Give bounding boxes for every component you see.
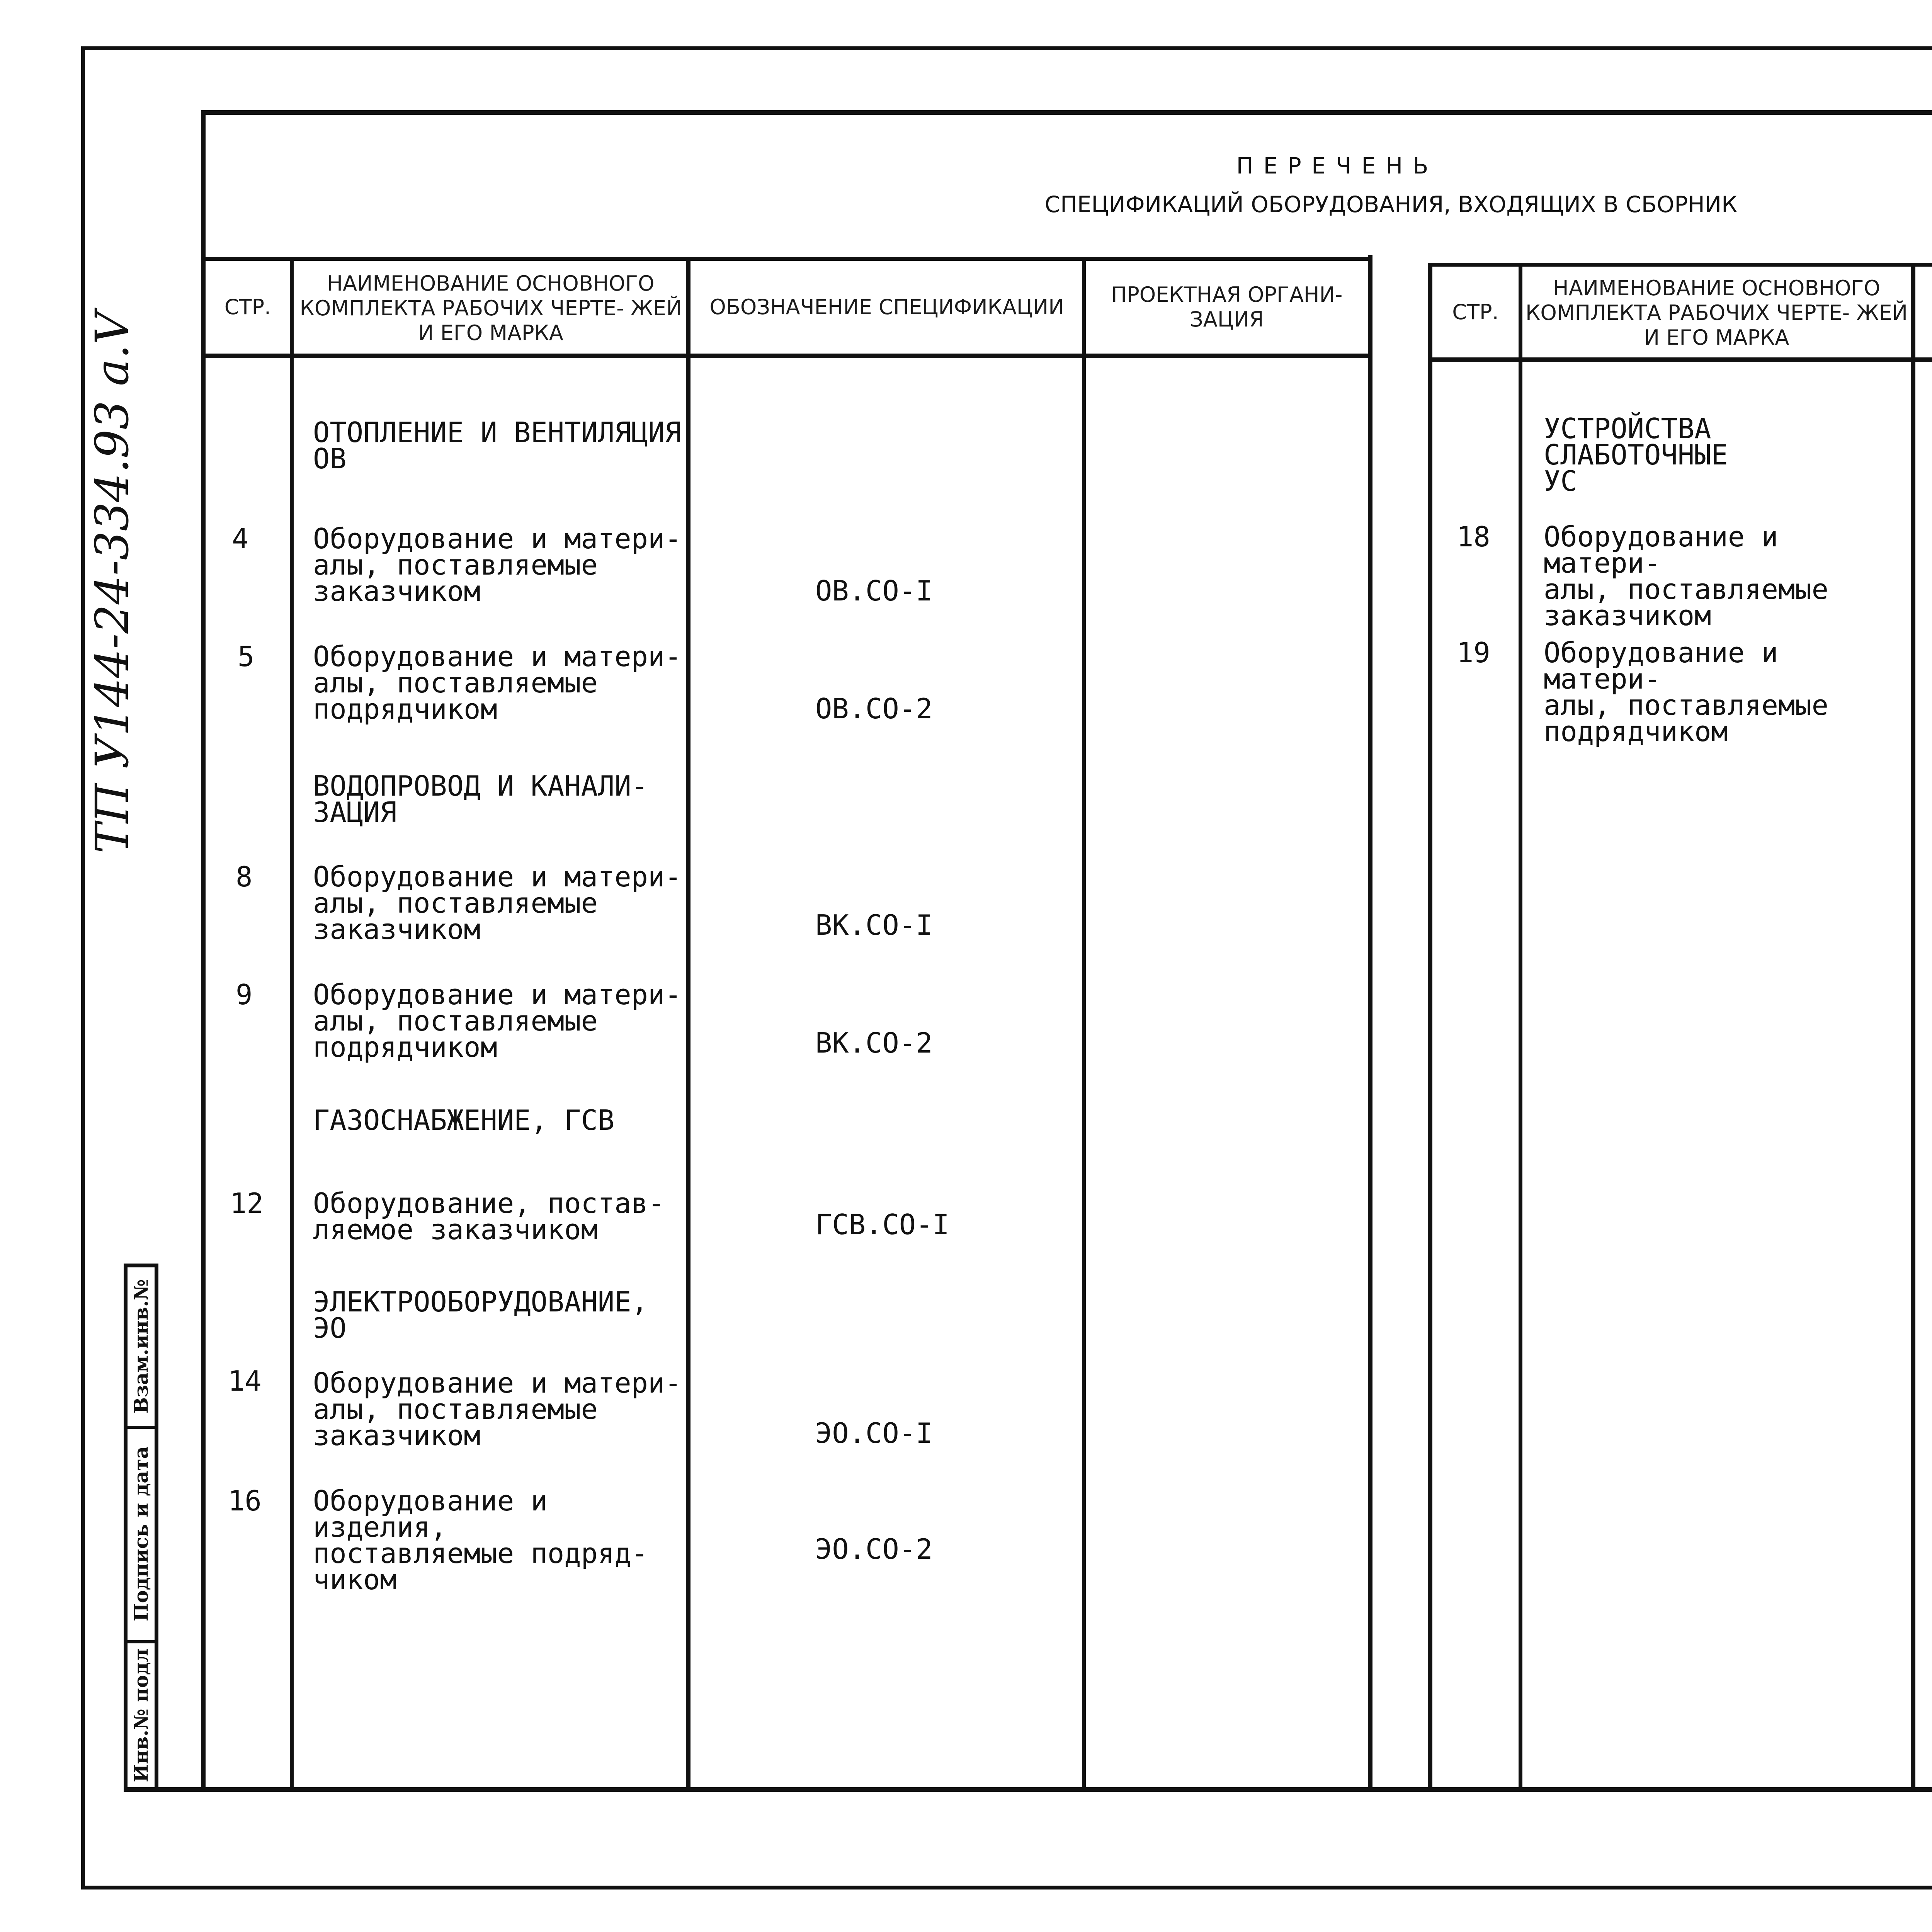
left-table-right [1368,255,1372,1789]
left-table-header-bottom [201,354,1372,358]
stamp-podpis: Подпись и дата [129,1446,153,1621]
right-header-designation [1917,267,1932,357]
left-row-name: ОТОПЛЕНИЕ И ВЕНТИЛЯЦИЯ ОВ [313,416,682,475]
stamp-inner [155,1264,158,1792]
main-frame-top [201,110,1932,115]
left-table-col1 [290,259,294,1789]
left-header-designation: ОБОЗНАЧЕНИЕ СПЕЦИФИКАЦИИ [709,295,1064,319]
outer-frame-top [81,46,1932,50]
right-table-top [1428,263,1932,267]
document-title: П Е Р Е Ч Е Н Ь [1236,153,1430,179]
right-row-page: 18 [1457,520,1490,553]
right-row-page: 19 [1457,636,1490,669]
left-row-name: Оборудование и изделия, поставляемые подряд- чиком [313,1485,648,1596]
document-subtitle: СПЕЦИФИКАЦИЙ ОБОРУДОВАНИЯ, ВХОДЯЩИХ В СБОРНИК [1044,191,1738,218]
right-table-header-bottom [1428,357,1932,362]
left-row-page: 14 [228,1365,262,1397]
outer-frame-left [81,46,85,1889]
left-row-designation: ЭО.СО-I [815,1417,933,1449]
left-row-page: 9 [236,978,253,1011]
left-row-designation: ЭО.СО-2 [815,1533,933,1565]
left-header-page: СТР. [224,295,271,319]
main-frame-bottom [124,1787,1932,1792]
left-table-top [201,257,1372,261]
left-row-page: 8 [236,861,253,893]
right-table-col1 [1519,263,1522,1789]
right-row-name: УСТРОЙСТВА СЛАБОТОЧНЫЕ УС [1544,412,1728,497]
stamp-vzam: Взам.инв.№ [129,1279,153,1414]
main-frame-left [201,110,206,1791]
right-header-name: НАИМЕНОВАНИЕ ОСНОВНОГО КОМПЛЕКТА РАБОЧИХ ЧЕРТЕ- ЖЕЙ И ЕГО МАРКА [1526,276,1908,350]
left-row-name: Оборудование и матери- алы, поставляемые подрядчиком [313,640,682,725]
stamp-inv-podl: Инв.№ подл [129,1648,153,1782]
left-row-name: Оборудование и матери- алы, поставляемые заказчиком [313,522,682,607]
left-row-page: 16 [228,1485,262,1517]
right-row-name: Оборудование и матери- алы, поставляемые подрядчиком [1544,636,1828,748]
left-table-col3 [1082,259,1086,1789]
left-row-page: 5 [238,640,255,673]
left-row-name: ГАЗОСНАБЖЕНИЕ, ГСВ [313,1104,615,1136]
right-row-name: Оборудование и матери- алы, поставляемые заказчиком [1544,520,1828,632]
left-row-designation: ВК.СО-I [815,909,933,941]
left-header-name: НАИМЕНОВАНИЕ ОСНОВНОГО КОМПЛЕКТА РАБОЧИХ ЧЕРТЕ- ЖЕЙ И ЕГО МАРКА [299,271,682,345]
left-header-org: ПРОЕКТНАЯ ОРГАНИ- ЗАЦИЯ [1111,282,1343,332]
side-document-code: ТП У144-24-334.93 а.V [85,311,139,854]
left-row-name: ВОДОПРОВОД И КАНАЛИ- ЗАЦИЯ [313,770,648,828]
left-row-designation: ВК.СО-2 [815,1027,933,1059]
right-header-page: СТР. [1452,299,1499,324]
left-row-designation: ОВ.СО-I [815,575,933,607]
right-table-col2 [1911,263,1915,1789]
stamp-left [124,1264,128,1792]
right-table-left [1428,263,1432,1789]
outer-frame-bottom [81,1886,1932,1889]
left-row-name: Оборудование и матери- алы, поставляемые заказчиком [313,861,682,946]
left-row-name: Оборудование и матери- алы, поставляемые заказчиком [313,1367,682,1452]
left-row-designation: ОВ.СО-2 [815,692,933,725]
left-table-col2 [686,259,690,1789]
left-row-name: Оборудование и матери- алы, поставляемые подрядчиком [313,978,682,1063]
left-row-page: 12 [230,1187,264,1219]
left-row-name: ЭЛЕКТРООБОРУДОВАНИЕ, ЭО [313,1286,648,1344]
left-row-page: 4 [232,522,249,555]
left-row-designation: ГСВ.СО-I [815,1208,949,1241]
left-row-name: Оборудование, постав- ляемое заказчиком [313,1187,665,1246]
